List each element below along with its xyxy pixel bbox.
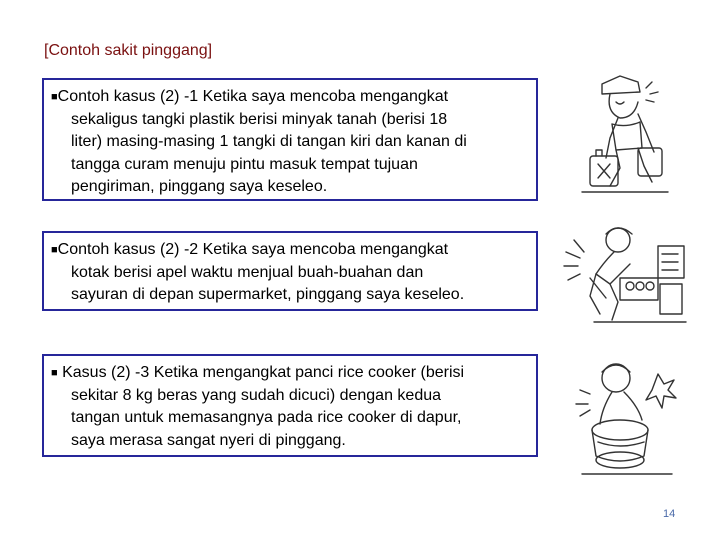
case-box-2: [42, 231, 538, 311]
page-number: 14: [663, 508, 676, 520]
case-1-line-5: pengiriman, pinggang saya keseleo.: [71, 178, 328, 195]
case-3-line-3: tangan untuk memasangnya pada rice cooker di dapur,: [71, 409, 462, 426]
case-1-line-1: Contoh kasus (2) -1 Ketika saya mencoba mengangkat: [57, 88, 449, 105]
case-2-line-2: kotak berisi apel waktu menjual buah-buahan dan: [71, 263, 424, 281]
case-line: [51, 362, 528, 385]
person-lifting-rice-cooker-pot-icon: [572, 350, 682, 480]
case-3-line-2: sekitar 8 kg beras yang sudah dicuci) dengan kedua: [71, 386, 442, 404]
case-1-line-3: liter) masing-masing 1 tangki di tangan kiri dan kanan di: [71, 133, 467, 150]
bullet-icon: ■: [51, 244, 58, 256]
worker-carrying-tanks-icon: [580, 68, 670, 193]
case-box-1: [42, 78, 538, 201]
case-line: [51, 239, 528, 262]
bullet-icon: ■: [51, 367, 58, 379]
case-3-line-1: Kasus (2) -3 Ketika mengangkat panci rice cooker (berisi: [57, 364, 465, 381]
case-box-3: [42, 354, 538, 457]
case-2-line-1: Contoh kasus (2) -2 Ketika saya mencoba mengangkat: [57, 241, 449, 258]
case-3-line-4: saya merasa sangat nyeri di pinggang.: [71, 431, 346, 449]
bullet-icon: ■: [51, 91, 58, 103]
case-2-line-3: sayuran di depan supermarket, pinggang saya keseleo.: [71, 286, 465, 303]
case-line: [51, 86, 528, 109]
case-1-line-2: sekaligus tangki plastik berisi minyak tanah (berisi 18: [71, 110, 448, 128]
slide-title: [Contoh sakit pinggang]: [44, 42, 213, 59]
worker-lifting-apple-box-icon: [560, 218, 690, 328]
case-1-line-4: tangga curam menuju pintu masuk tempat tujuan: [71, 155, 418, 173]
